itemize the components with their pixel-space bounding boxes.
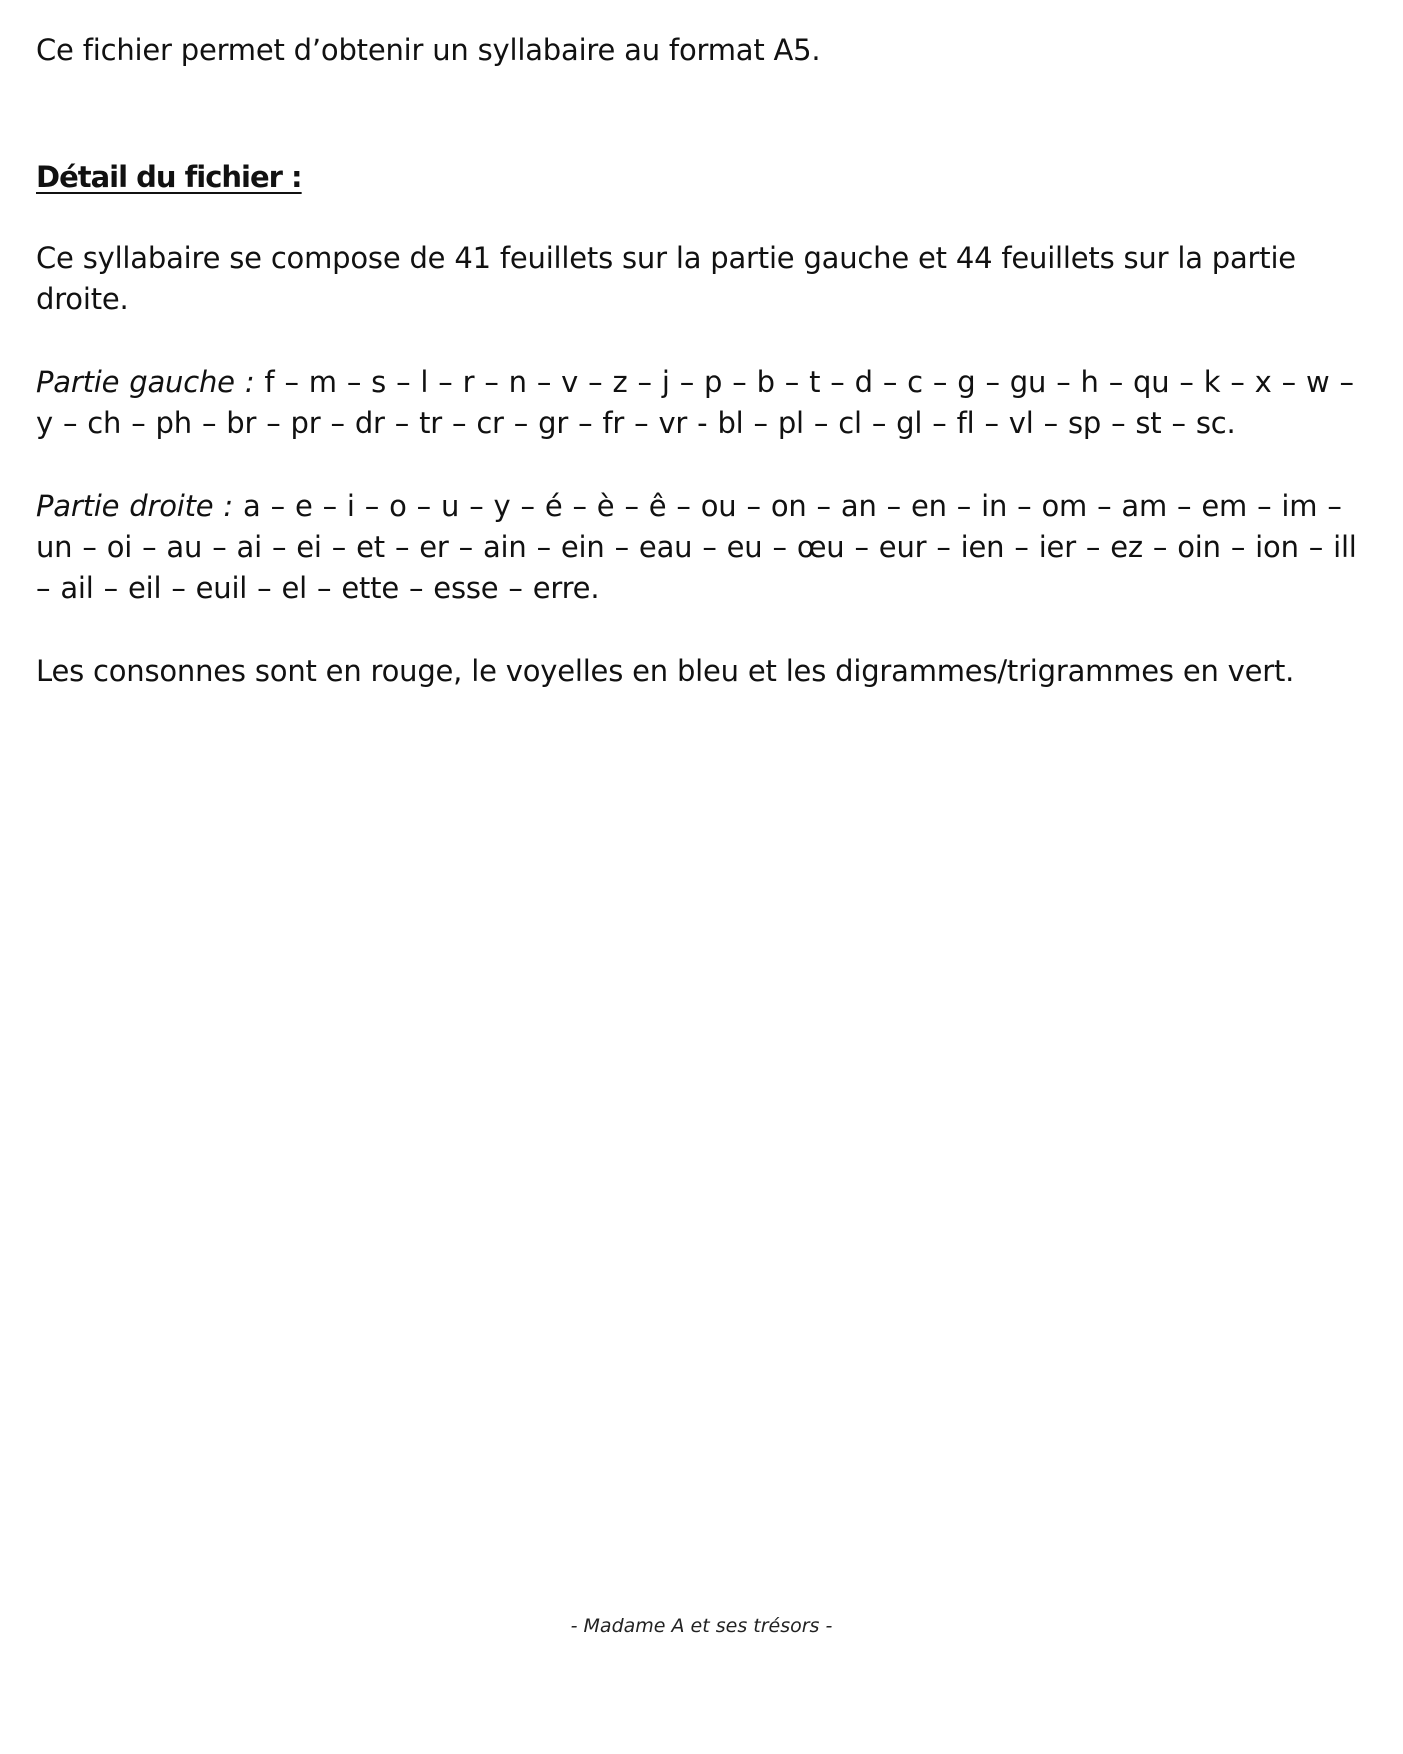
left-part-label: Partie gauche : xyxy=(36,365,255,399)
composition-paragraph: Ce syllabaire se compose de 41 feuillets sur la partie gauche et 44 feuillets sur la partie droite. xyxy=(36,241,1296,316)
left-part-paragraph xyxy=(36,362,1366,444)
right-part-label: Partie droite : xyxy=(36,489,234,523)
left-part-items: f – m – s – l – r – n – v – z – j – p – b – t – d – c – g – gu – h – qu – k – x – w – y – ch – ph – br – pr – dr – tr – cr – gr – fr – vr - bl – pl – cl – gl – fl – vl – sp – st – sc. xyxy=(36,365,1354,440)
intro-paragraph: Ce fichier permet d’obtenir un syllabaire au format A5. xyxy=(36,33,821,67)
file-detail-heading: Détail du fichier : xyxy=(36,160,302,194)
right-part-paragraph xyxy=(36,486,1366,609)
right-part-items: a – e – i – o – u – y – é – è – ê – ou – on – an – en – in – om – am – em – im – un – oi – au – ai – ei – et – er – ain – ein – eau – eu – œu – eur – ien – ier – ez – oin – ion – ill – ail – eil – euil – el – ette – esse – erre. xyxy=(36,489,1357,605)
page-footer: - Madame A et ses trésors - xyxy=(570,1615,833,1637)
colors-note-paragraph: Les consonnes sont en rouge, le voyelles en bleu et les digrammes/trigrammes en vert. xyxy=(36,654,1295,688)
document-content xyxy=(36,30,1366,692)
